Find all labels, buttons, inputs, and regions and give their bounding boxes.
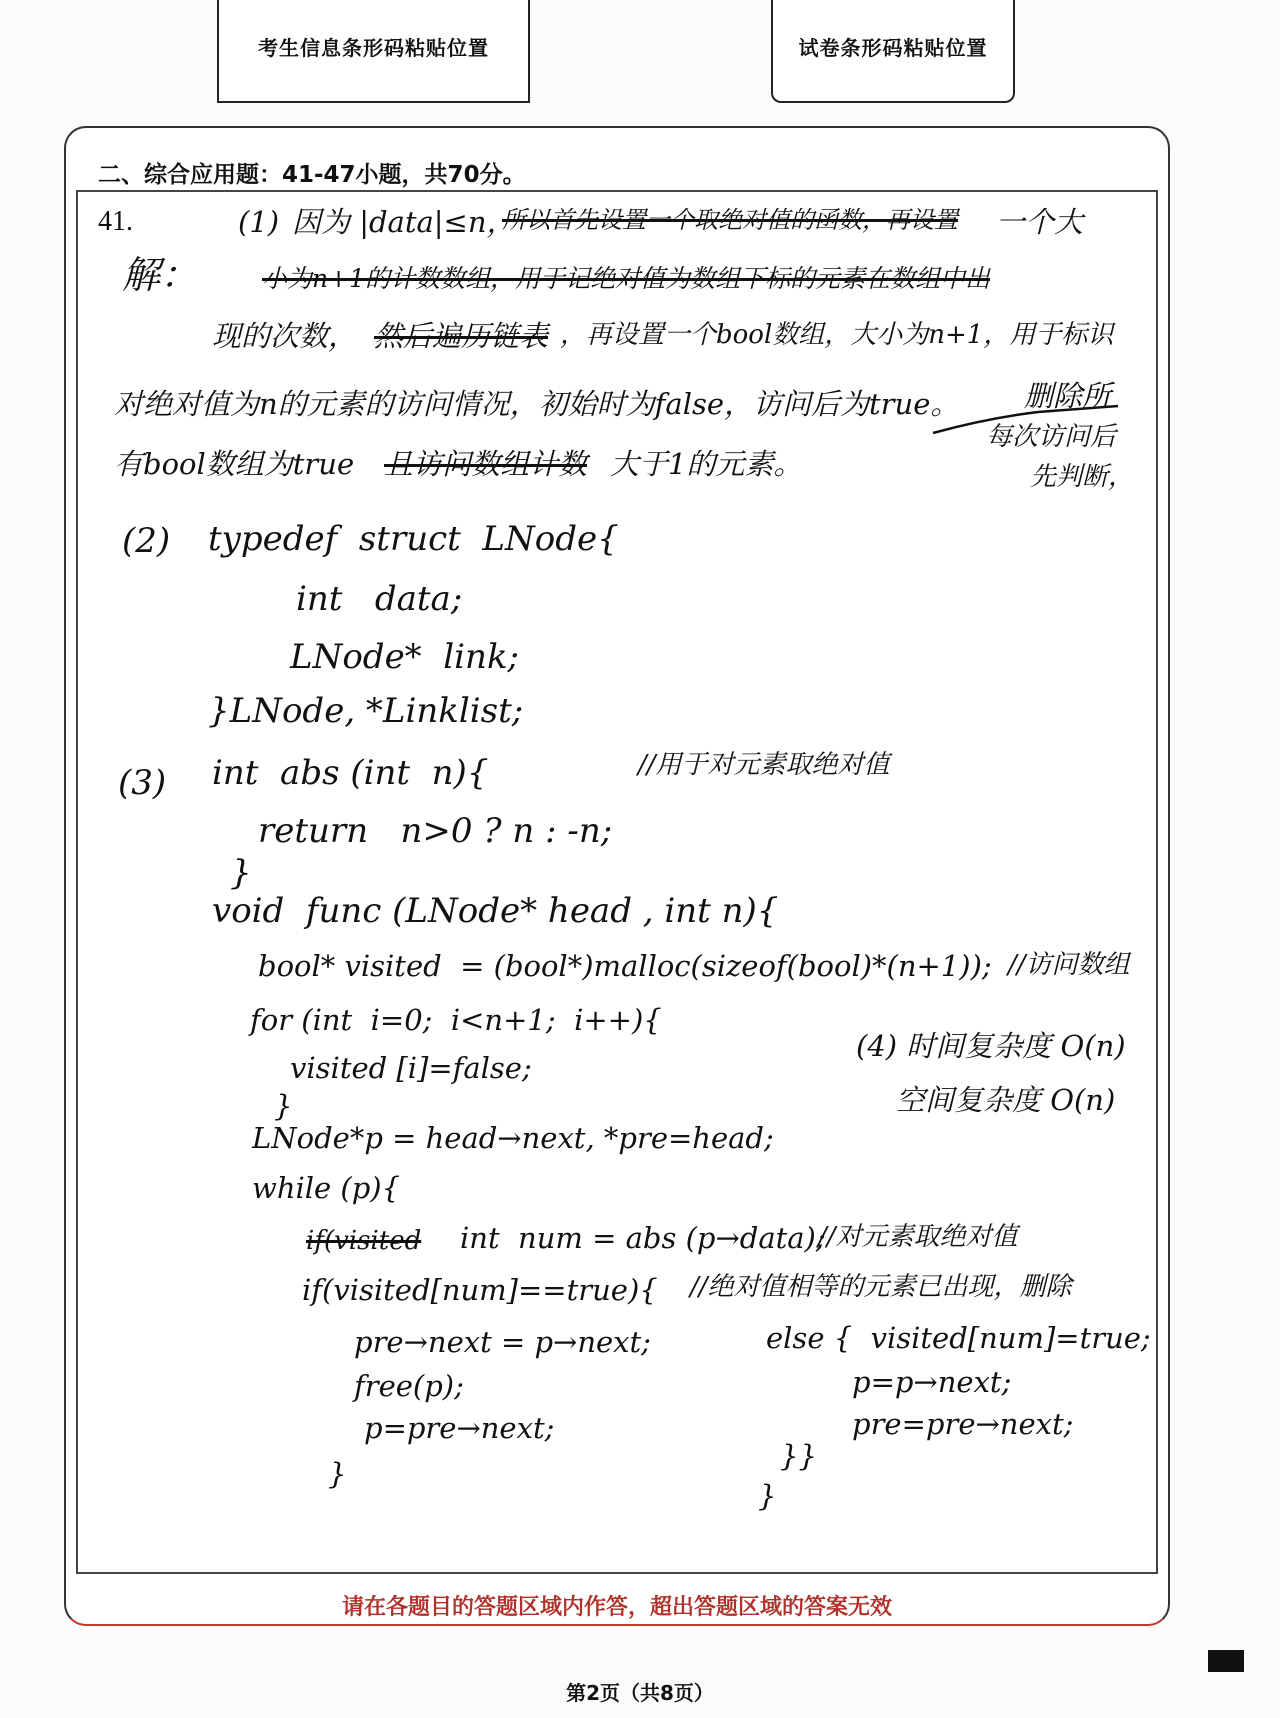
num-comment: //对元素取绝对值 (818, 1222, 1018, 1252)
for-body: visited [i]=false; (290, 1051, 532, 1085)
part2-line-2: int data; (296, 579, 463, 619)
for-head: for (int i=0; i<n+1; i++){ (250, 1003, 662, 1037)
jie-mark: 解： (122, 253, 199, 297)
answer-frame (64, 126, 1170, 1626)
corner-mark (1208, 1650, 1244, 1672)
part1-line5b: 大于1的元素。 (610, 447, 803, 481)
answer-area (76, 190, 1158, 1574)
section-title: 二、综合应用题：41-47小题，共70分。 (98, 162, 526, 188)
part1-line1a: 因为 |data|≤n， (292, 205, 516, 239)
part2-line-4: }LNode, *Linklist; (208, 691, 524, 731)
student-barcode-label: 考生信息条形码粘贴位置 (258, 36, 489, 60)
if-head: if(visited[num]==true){ (302, 1273, 658, 1307)
abs-comment: //用于对元素取绝对值 (638, 750, 890, 780)
insertion-arrow-icon (928, 398, 1128, 438)
part2-line-3: LNode* link; (290, 637, 520, 677)
paper-barcode-label: 试卷条形码粘贴位置 (798, 36, 988, 60)
part1-line4: 对绝对值为n的元素的访问情况，初始时为false，访问后为true。 (114, 387, 960, 421)
if-body-3: p=pre→next; (364, 1411, 555, 1445)
if-body-2: free(p); (354, 1369, 464, 1403)
space-complexity: 空间复杂度 O(n) (896, 1083, 1116, 1117)
part1-line1b: 一个大 (996, 205, 1084, 239)
part1-line1-struck: 所以首先设置一个取绝对值的函数，再设置 (502, 206, 958, 234)
paper-barcode-area (771, 0, 1015, 103)
func-close: } (758, 1479, 777, 1513)
part1-line3b: ，再设置一个bool数组，大小为n+1，用于标识 (560, 320, 1114, 350)
visited-comment: //访问数组 (1008, 950, 1130, 980)
part1-label: (1) (238, 205, 280, 239)
part1-note1: 每次访问后 (986, 422, 1117, 452)
part1-line5a: 有bool数组为true (114, 447, 355, 481)
num-line: int num = abs (p→data); (460, 1221, 826, 1255)
abs-close: } (230, 853, 252, 893)
answer-area-warning: 请在各题目的答题区域内作答，超出答题区域的答案无效 (341, 1595, 892, 1620)
question-number: 41. (98, 206, 133, 237)
struck-word: if(visited (306, 1226, 422, 1256)
for-close: } (274, 1089, 293, 1123)
else-body-1: p=p→next; (852, 1365, 1012, 1399)
else-head: else { visited[num]=true; (766, 1321, 1151, 1355)
else-close: }} (780, 1439, 817, 1473)
part3-label: (3) (118, 763, 167, 803)
while-head: while (p){ (252, 1171, 401, 1205)
pointer-decl: LNode*p = head→next, *pre=head; (252, 1121, 774, 1155)
part1-line3a: 现的次数， (212, 319, 358, 353)
func-signature: void func (LNode* head , int n){ (212, 891, 779, 931)
part1-line3-struck: 然后遍历链表 (374, 319, 549, 353)
if-body-1: pre→next = p→next; (354, 1325, 651, 1359)
part1-note2: 先判断， (1030, 462, 1135, 492)
visited-decl: bool* visited = (bool*)malloc(sizeof(bool)*(n+1)); (258, 949, 992, 983)
part2-label: (2) (122, 521, 171, 561)
abs-body: return n>0 ? n : -n; (258, 811, 613, 851)
part1-line2-struck: 小为n+1的计数数组，用于记绝对值为数组下标的元素在数组中出 (262, 264, 990, 293)
if-comment: //绝对值相等的元素已出现，删除 (690, 1272, 1072, 1302)
part1-line5-struck: 且访问数组计数 (384, 447, 588, 481)
abs-signature: int abs (int n){ (212, 753, 489, 793)
else-body-2: pre=pre→next; (852, 1407, 1074, 1441)
time-complexity: (4) 时间复杂度 O(n) (856, 1029, 1126, 1063)
part1-line4-tail: 删除所 (1024, 379, 1112, 413)
if-close: } (328, 1457, 347, 1491)
part2-line-1: typedef struct LNode{ (208, 519, 619, 559)
page-number: 第2页（共8页） (566, 1681, 714, 1705)
student-barcode-area (217, 0, 530, 103)
